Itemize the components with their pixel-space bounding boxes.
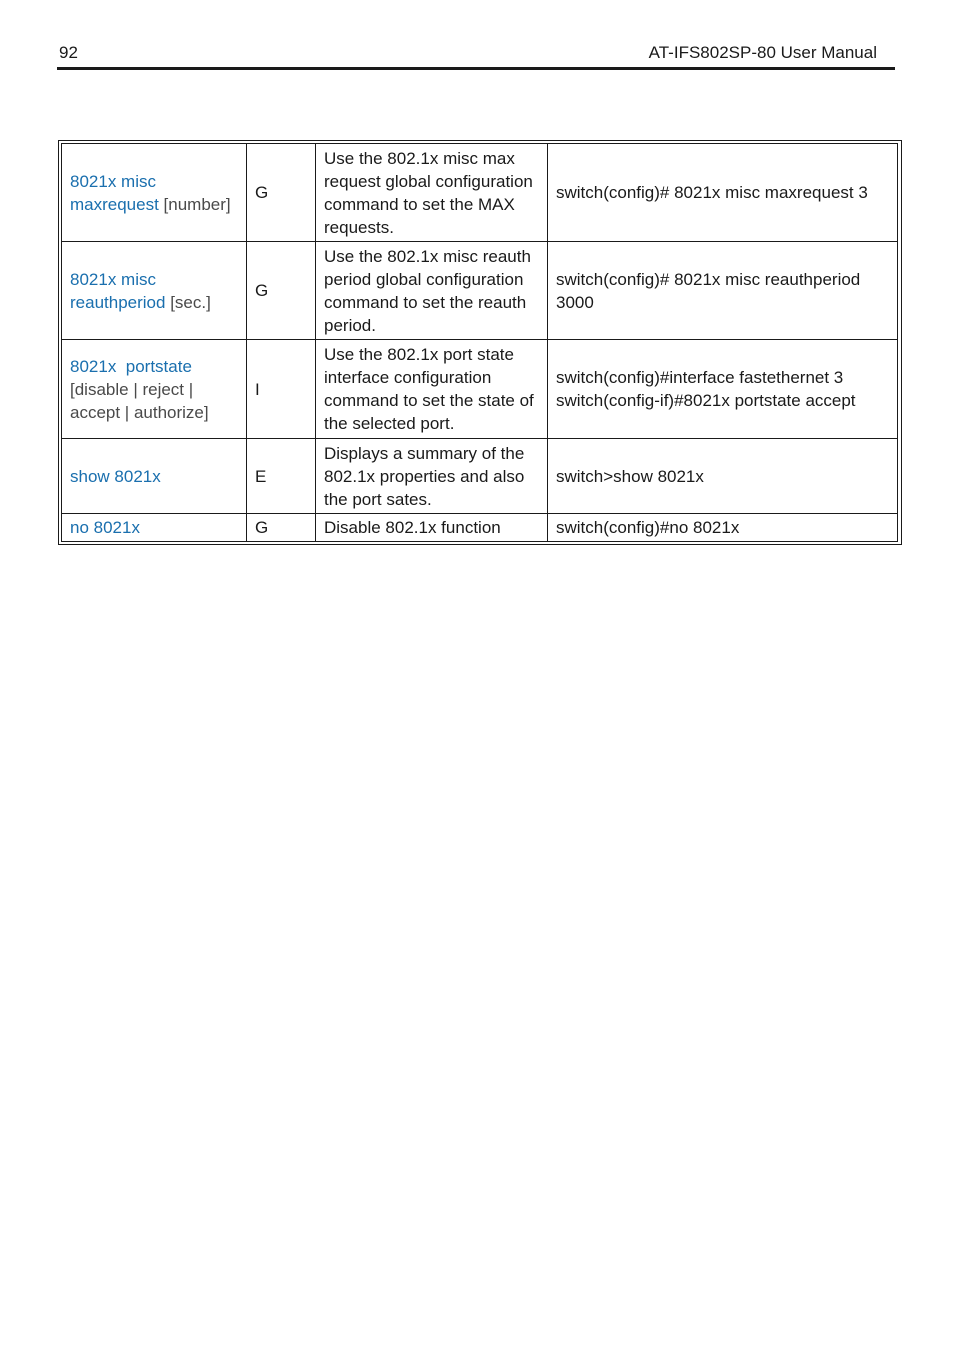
- example-cell: [548, 242, 898, 340]
- command-cell: [62, 144, 247, 242]
- table-row: [62, 340, 898, 439]
- document-title: AT-IFS802SP-80 User Manual: [648, 43, 877, 62]
- example-cell: [548, 514, 898, 542]
- mode-cell: E: [247, 439, 316, 514]
- table-row: [62, 514, 898, 542]
- description-cell: Use the 802.1x misc max request global configuration command to set the MAX requests.: [316, 144, 548, 242]
- description-cell: Displays a summary of the 802.1x properties and also the port sates.: [316, 439, 548, 514]
- example-cell: [548, 144, 898, 242]
- command-table: [61, 143, 898, 542]
- table-row: [62, 242, 898, 340]
- command-name: show 8021x: [70, 466, 161, 486]
- page-header: [57, 42, 895, 70]
- command-name: reauthperiod: [70, 292, 166, 312]
- description-cell: Use the 802.1x port state interface configuration command to set the state of the selected port.: [316, 340, 548, 439]
- command-cell: [62, 340, 247, 439]
- command-name: 8021x portstate: [70, 356, 192, 376]
- table-row: [62, 144, 898, 242]
- mode-cell: G: [247, 144, 316, 242]
- command-name: no 8021x: [70, 518, 140, 537]
- command-cell: [62, 439, 247, 514]
- command-cell: [62, 242, 247, 340]
- example-cell: [548, 340, 898, 439]
- example-cell: [548, 439, 898, 514]
- example-line: switch(config)# 8021x misc reauthperiod 3000: [556, 269, 861, 312]
- command-parameter: [number]: [158, 194, 231, 214]
- mode-cell: I: [247, 340, 316, 439]
- command-name: 8021x misc: [70, 171, 156, 191]
- example-line: switch(config)# 8021x misc maxrequest 3: [556, 183, 868, 202]
- command-parameter: [sec.]: [165, 292, 211, 312]
- example-line: switch(config)#no 8021x: [556, 518, 740, 537]
- mode-cell: G: [247, 514, 316, 542]
- table-row: [62, 439, 898, 514]
- page-number: 92: [59, 43, 78, 62]
- command-name: maxrequest: [70, 194, 159, 214]
- command-table-frame: [58, 140, 902, 545]
- command-name: 8021x misc: [70, 269, 156, 289]
- description-cell: Use the 802.1x misc reauth period global configuration command to set the reauth period.: [316, 242, 548, 340]
- example-line: switch(config-if)#8021x portstate accept: [556, 391, 856, 410]
- command-cell: [62, 514, 247, 542]
- description-cell: Disable 802.1x function: [316, 514, 548, 542]
- mode-cell: G: [247, 242, 316, 340]
- command-parameter: accept | authorize]: [70, 402, 209, 422]
- example-line: switch(config)#interface fastethernet 3: [556, 368, 844, 387]
- example-line: switch>show 8021x: [556, 466, 704, 486]
- command-parameter: [disable | reject |: [70, 379, 194, 399]
